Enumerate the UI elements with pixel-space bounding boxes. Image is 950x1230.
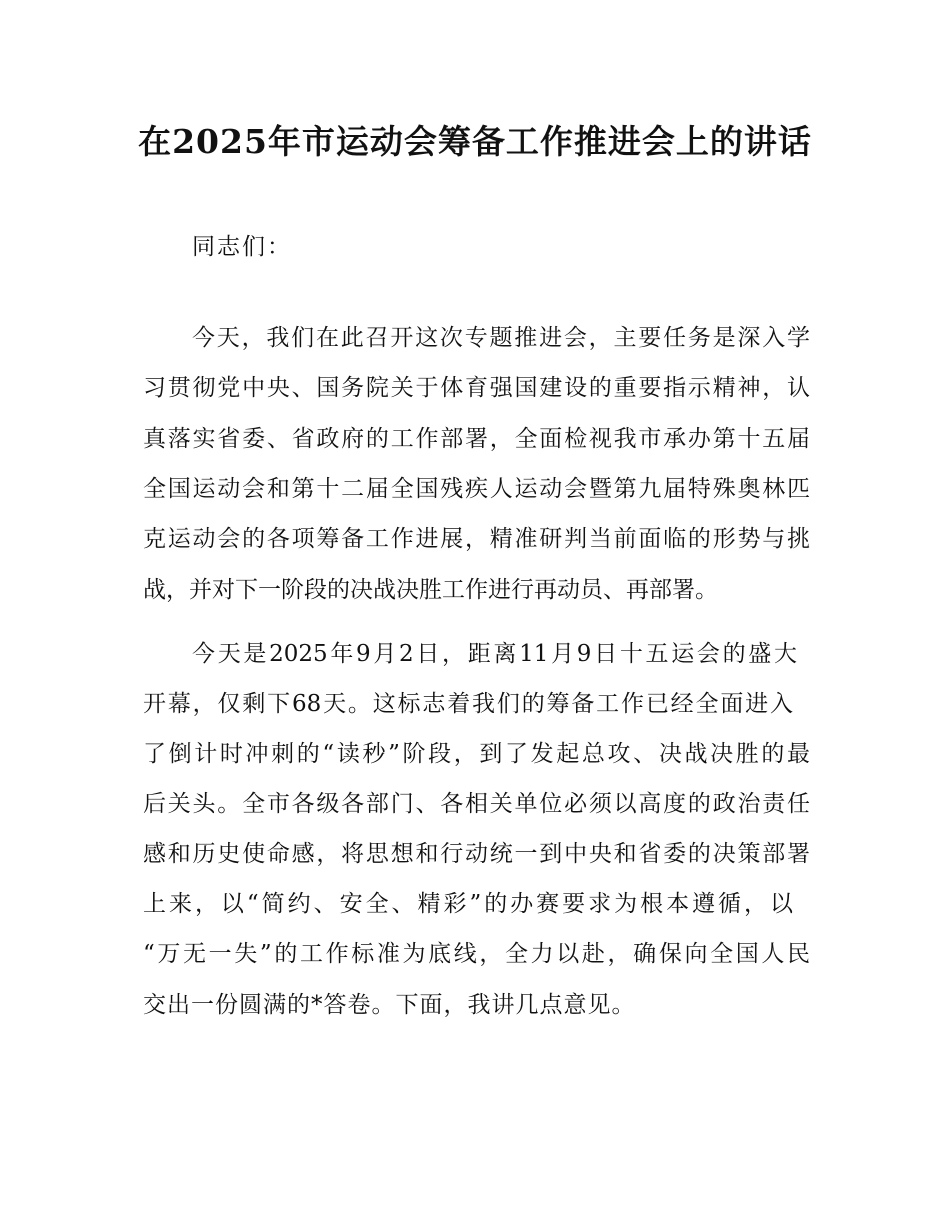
- paragraph-line: 开幕，仅剩下68天。这标志着我们的筹备工作已经全面进入: [143, 691, 793, 717]
- paragraph-line: “万无一失”的工作标准为底线，全力以赴，确保向全国人民: [143, 941, 810, 967]
- paragraph-line: 全国运动会和第十二届全国残疾人运动会暨第九届特殊奥林匹: [143, 476, 810, 502]
- paragraph-line: 今天，我们在此召开这次专题推进会，主要任务是深入学: [192, 325, 810, 351]
- paragraph-line: 后关头。全市各级各部门、各相关单位必须以高度的政治责任: [143, 791, 810, 817]
- paragraph-line: 了倒计时冲刺的“读秒”阶段，到了发起总攻、决战决胜的最: [143, 741, 810, 767]
- paragraph-line: 战，并对下一阶段的决战决胜工作进行再动员、再部署。: [143, 577, 718, 603]
- paragraph-line: 上来，以“简约、安全、精彩”的办赛要求为根本遵循，以: [143, 891, 793, 917]
- paragraph-line: 感和历史使命感，将思想和行动统一到中央和省委的决策部署: [143, 841, 810, 867]
- greeting: 同志们：: [192, 234, 292, 260]
- paragraph-line: 今天是2025年9月2日，距离11月9日十五运会的盛大: [192, 641, 797, 667]
- paragraph-line: 真落实省委、省政府的工作部署，全面检视我市承办第十五届: [143, 426, 810, 452]
- paragraph-line: 克运动会的各项筹备工作进展，精准研判当前面临的形势与挑: [143, 526, 810, 552]
- paragraph-line: 习贯彻党中央、国务院关于体育强国建设的重要指示精神，认: [143, 375, 810, 401]
- document-title: 在2025年市运动会筹备工作推进会上的讲话: [138, 122, 812, 161]
- paragraph-line: 交出一份圆满的*答卷。下面，我讲几点意见。: [143, 992, 636, 1018]
